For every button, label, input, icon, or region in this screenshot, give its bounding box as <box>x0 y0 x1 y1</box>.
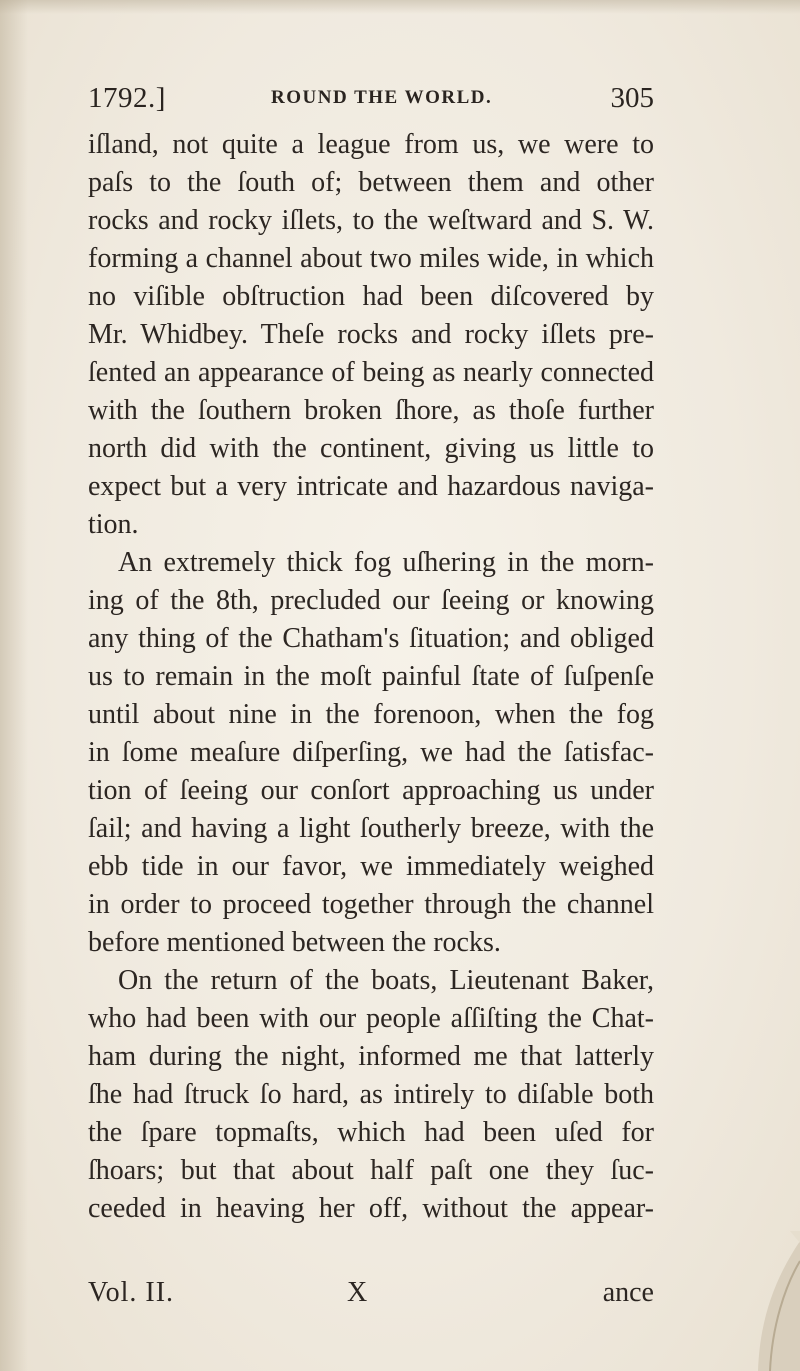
text-line: north did with the continent, giving us little to <box>88 433 654 464</box>
page-gutter-shadow <box>0 0 28 1371</box>
text-line: us to remain in the moſt painful ſtate of ſuſpenſe <box>88 661 654 692</box>
page-corner-curl <box>690 1231 800 1371</box>
volume-label: Vol. II. <box>88 1277 175 1308</box>
text-line: with the ſouthern broken ſhore, as thoſe further <box>88 395 654 426</box>
signature-mark: X <box>347 1277 368 1308</box>
text-line: before mentioned between the rocks. <box>88 927 501 958</box>
text-line: ſented an appearance of being as nearly connected <box>88 357 654 388</box>
text-line: ſhoars; but that about half paſt one they ſuc- <box>88 1155 654 1186</box>
catchword: ance <box>602 1277 654 1308</box>
text-line: ing of the 8th, precluded our ſeeing or knowing <box>88 585 654 616</box>
page-top-shadow <box>0 0 800 14</box>
page-number: 305 <box>610 82 654 114</box>
body-text <box>88 126 654 1228</box>
text-line: in order to proceed together through the channel <box>88 889 654 920</box>
text-line: iſland, not quite a league from us, we were to <box>88 129 654 160</box>
text-line: Mr. Whidbey. Theſe rocks and rocky iſlets pre- <box>88 319 654 350</box>
text-line: who had been with our people aſſiſting the Chat- <box>88 1003 654 1034</box>
text-line: no viſible obſtruction had been diſcovered by <box>88 281 654 312</box>
running-title: ROUND THE WORLD. <box>271 87 493 108</box>
text-line: the ſpare topmaſts, which had been uſed for <box>88 1117 654 1148</box>
text-line: ſail; and having a light ſoutherly breeze, with the <box>88 813 654 844</box>
text-line: forming a channel about two miles wide, in which <box>88 243 654 274</box>
text-line: any thing of the Chatham's ſituation; and obliged <box>88 623 654 654</box>
text-line: in ſome meaſure diſperſing, we had the ſatisfac- <box>88 737 654 768</box>
text-line: ham during the night, informed me that latterly <box>88 1041 654 1072</box>
text-line: until about nine in the forenoon, when the fog <box>88 699 654 730</box>
text-line: paſs to the ſouth of; between them and other <box>88 167 654 198</box>
text-line: ceeded in heaving her off, without the appear- <box>88 1193 654 1224</box>
header-year: 1792.] <box>88 82 166 114</box>
paragraph-first-line: On the return of the boats, Lieutenant Baker, <box>118 965 654 996</box>
running-header <box>88 82 654 122</box>
text-line: ebb tide in our favor, we immediately weighed <box>88 851 654 882</box>
text-line: tion of ſeeing our conſort approaching us under <box>88 775 654 806</box>
text-line: expect but a very intricate and hazardous naviga- <box>88 471 654 502</box>
text-line: tion. <box>88 509 139 540</box>
page-footer <box>88 1277 654 1315</box>
paragraph-first-line: An extremely thick fog uſhering in the morn- <box>118 547 654 578</box>
text-line: ſhe had ſtruck ſo hard, as intirely to diſable both <box>88 1079 654 1110</box>
text-line: rocks and rocky iſlets, to the weſtward and S. W. <box>88 205 654 236</box>
